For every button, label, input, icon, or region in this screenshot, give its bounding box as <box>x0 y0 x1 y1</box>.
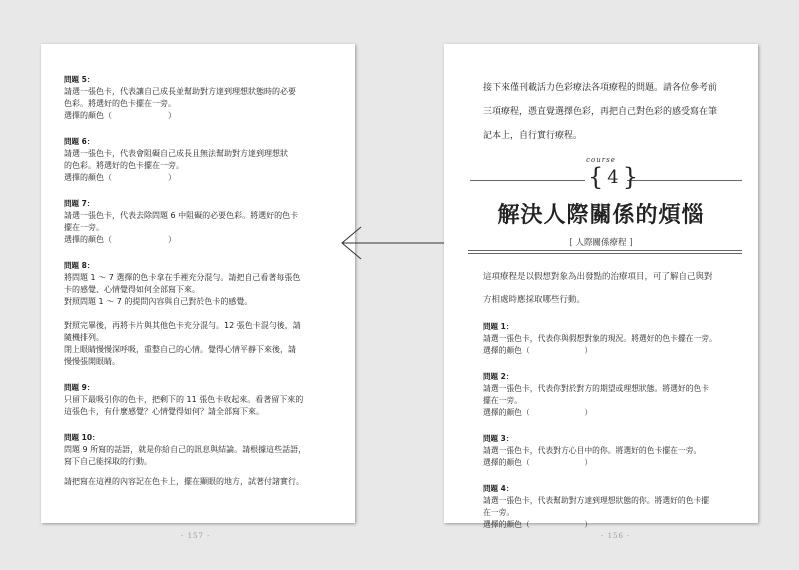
text-line: 請選一張色卡，代表你對於對方的期望或理想狀態。將選好的色卡 <box>483 383 710 393</box>
text-line: 選擇的顏色（ ） <box>483 519 593 529</box>
text-line: 慢慢張開眼睛。 <box>64 357 120 366</box>
text-line: 擺在一旁。 <box>64 223 104 232</box>
question-block <box>444 321 758 357</box>
question-title: 問題 3： <box>483 433 514 443</box>
text-line: 擺在一旁。 <box>483 395 522 405</box>
chapter-title: 解決人際關係的煩惱 <box>497 202 705 228</box>
question-block <box>64 74 335 122</box>
text-line: 問題 9 所寫的話語，就是你給自己的訊息與結論。請根據這些話語， <box>64 445 307 454</box>
course-label: course <box>586 156 616 164</box>
text-line: 在一旁。 <box>483 507 515 517</box>
right-page <box>444 44 758 529</box>
divider <box>627 180 742 181</box>
question-list <box>64 74 335 468</box>
question-block <box>64 260 335 368</box>
text-line: 只留下最吸引你的色卡，把剩下的 11 張色卡收起來。看著留下來的 <box>64 395 304 404</box>
text-line: 選擇的顏色（ ） <box>483 457 593 467</box>
text-line: 接下來僅刊載活力色彩療法各項療程的問題。請各位參考前 <box>483 83 718 93</box>
text-line: 對照完畢後，再將卡片與其他色卡充分混勻。12 張色卡混勻後，請 <box>64 321 301 330</box>
question-block <box>444 371 758 419</box>
divider <box>470 180 585 181</box>
text-line: 寫下自己能採取的行動。 <box>64 457 152 466</box>
question-title: 問題 5： <box>64 75 95 84</box>
course-header <box>444 156 758 236</box>
text-line: 選擇的顏色（ ） <box>64 173 176 182</box>
text-line: 請選一張色卡，代表去除問題 6 中阻礙的必要色彩。將選好的色卡 <box>64 211 299 220</box>
text-line: 這張色卡，有什麼感覺？心情覺得如何？請全部寫下來。 <box>64 407 264 416</box>
question-title: 問題 1： <box>483 321 514 331</box>
text-line: 這項療程是以假想對象為出發點的治療項目，可了解自己與對 <box>483 272 713 282</box>
page-number-left: - 157 - <box>181 532 211 540</box>
page-number-right: - 156 - <box>601 532 631 540</box>
text-line: 將問題 1 ～ 7 選擇的色卡拿在手裡充分混勻。請把自己看著每張色 <box>64 273 301 282</box>
question-title: 問題 9： <box>64 383 95 392</box>
closing-instruction: 請把寫在這裡的內容記在色卡上，擺在顯眼的地方，試著付諸實行。 <box>64 477 304 486</box>
text-line: 選擇的顏色（ ） <box>483 345 593 355</box>
text-line: 請選一張色卡，代表會阻礙自己成長且無法幫助對方達到理想狀 <box>64 149 288 158</box>
question-title: 問題 10： <box>64 433 100 442</box>
intro-paragraph <box>444 81 758 144</box>
text-line: 色彩。將選好的色卡擺在一旁。 <box>64 99 176 108</box>
question-block <box>64 198 335 246</box>
double-divider <box>468 250 742 254</box>
question-title: 問題 6： <box>64 137 95 146</box>
text-line: 隨機排列。 <box>64 333 104 342</box>
question-title: 問題 2： <box>483 371 514 381</box>
text-line: 選擇的顏色（ ） <box>64 235 176 244</box>
course-description <box>444 270 758 307</box>
course-number-badge: { 4 } <box>588 163 639 191</box>
chapter-subtitle-text: 人際關係療程 <box>575 238 627 248</box>
text-line: 記本上，自行實行療程。 <box>483 131 583 141</box>
question-title: 問題 7： <box>64 199 95 208</box>
text-line: 選擇的顏色（ ） <box>64 111 176 120</box>
left-page <box>41 44 355 523</box>
question-title: 問題 4： <box>483 483 514 493</box>
text-line: 閉上眼睛慢慢深呼吸，重整自己的心情。覺得心情平靜下來後，請 <box>64 345 296 354</box>
text-line: 三項療程，憑直覺選擇色彩，再把自己對色彩的感受寫在筆 <box>483 107 718 117</box>
question-block <box>64 136 335 184</box>
question-block <box>444 433 758 469</box>
text-line: 對照問題 1 ～ 7 的提問內容與自己對於色卡的感覺。 <box>64 297 253 306</box>
question-list <box>444 321 758 531</box>
text-line <box>64 308 335 320</box>
course-number: 4 <box>607 167 619 188</box>
chapter-subtitle-block <box>444 236 758 258</box>
text-line: 請選一張色卡，代表讓自己成長並幫助對方達到理想狀態時的必要 <box>64 87 296 96</box>
question-block <box>64 432 335 468</box>
text-line: 方相處時應採取哪些行動。 <box>483 294 586 305</box>
question-block <box>64 382 335 418</box>
chapter-subtitle: [ 人際關係療程 ] <box>569 238 633 248</box>
text-line: 請選一張色卡，代表你與假想對象的現況。將選好的色卡擺在一旁。 <box>483 333 717 343</box>
text-line: 選擇的顏色（ ） <box>483 407 593 417</box>
text-line: 卡的感覺、心情覺得如何全部寫下來。 <box>64 285 200 294</box>
question-title: 問題 8： <box>64 261 95 270</box>
question-block <box>444 483 758 531</box>
text-line: 的色彩。將選好的色卡擺在一旁。 <box>64 161 184 170</box>
text-line: 請選一張色卡，代表對方心目中的你。將選好的色卡擺在一旁。 <box>483 445 702 455</box>
text-line: 請選一張色卡，代表幫助對方達到理想狀態的你。將選好的色卡擺 <box>483 495 710 505</box>
